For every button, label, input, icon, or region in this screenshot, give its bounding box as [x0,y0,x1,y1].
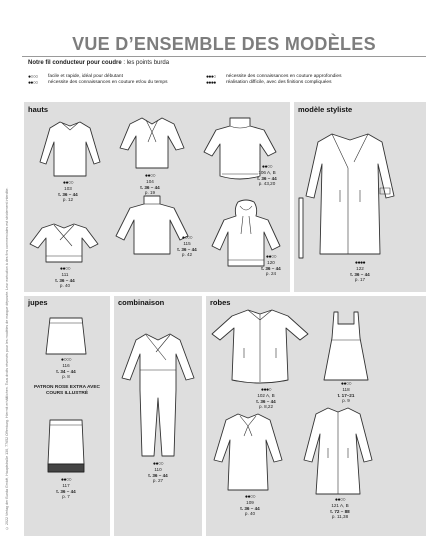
guide-title-bold: Notre fil conducteur pour coudre [28,60,122,66]
page-ref: p. 40 [59,283,71,289]
page-ref: p. 40 [244,511,256,517]
page-ref: p. 24 [265,271,277,277]
section-label-jupes: jupes [28,298,48,307]
page-ref: p. 7 [62,494,70,500]
model-number: 103 [64,186,72,192]
size-range: t. 36 – 44 [350,271,370,277]
page-ref: p. 11,38 [331,514,349,520]
page-ref: p. 43,20 [258,181,276,187]
model-number: 122 [356,266,364,272]
difficulty-dots: ●●○○ [340,381,352,387]
difficulty-dots: ●●●● [206,80,216,87]
model-number: 104 [146,179,154,185]
page-ref: p. 8,22 [258,404,274,410]
garment-103-sweater [38,118,102,180]
legend-row [28,80,167,86]
garment-110-jumpsuit [118,330,198,460]
difficulty-dots: ●●○○ [334,497,346,503]
guide-title [28,60,169,66]
section-label-combinaison: combinaison [118,298,165,307]
size-range: t. 17–21 [337,392,355,398]
difficulty-dots: ●●○○ [62,180,74,186]
item-118 [328,382,364,404]
model-number: 102 A, B [257,393,275,399]
section-label-hauts: hauts [28,105,49,114]
difficulty-legend-right [206,74,341,87]
page-ref: p. 19 [144,190,156,196]
difficulty-dots: ●●○○ [144,173,156,179]
legend-text: nécessite des connaissances en couture et/ou du temps [48,80,168,86]
page-title: VUE D’ENSEMBLE DES MODÈLES [72,34,376,54]
size-range: t. 36 – 44 [55,277,75,283]
difficulty-dots: ●○○○ [181,235,193,241]
model-number: 109 [246,500,254,506]
size-range: t. 36 – 44 [256,398,276,404]
difficulty-dots: ●●●○ [206,74,216,80]
garment-109-dress [212,410,284,494]
model-number: 121 A, B [331,503,349,509]
page-ref: p. 8 [62,374,70,380]
difficulty-dots: ●●○○ [261,164,273,170]
difficulty-legend-left [28,74,167,87]
difficulty-dots: ●○○○ [28,74,38,80]
difficulty-dots: ●●○○ [244,494,256,500]
size-range: t. 36 – 44 [58,191,78,197]
item-117 [44,478,88,500]
size-range: t. 36 – 44 [240,505,260,511]
difficulty-dots: ●○○○ [60,357,72,363]
item-121 [320,498,360,520]
difficulty-dots: ●●●● [354,260,366,266]
legend-text: nécessite des connaissances en couture approfondies [226,74,342,79]
garment-121-long-dress [300,404,376,498]
model-number: 115 [183,241,191,247]
note-pattern-course: PATRON ROSE EXTRA AVEC COURS ILLUSTRÉ [33,385,100,396]
item-116 [44,358,88,380]
title-rule [22,56,426,57]
model-number: 117 [62,483,70,489]
size-range: t. 36 – 44 [257,175,277,181]
item-109 [230,495,270,517]
page-ref: p. 12 [62,197,74,203]
difficulty-dots: ●●○○ [59,266,71,272]
section-label-styliste: modèle styliste [298,105,353,114]
legend-text: réalisation difficile, avec des finitions compliquées [226,80,332,86]
garment-117-skirt [44,418,88,476]
item-111 [44,267,86,289]
legend-text: facile et rapide, idéal pour débutant [48,74,123,79]
page-ref: p. 27 [152,478,164,484]
size-range: t. 36 – 44 [140,184,160,190]
item-110 [138,462,178,484]
difficulty-dots: ●●○○ [28,80,38,87]
size-range: t. 72 – 88 [330,508,350,514]
garment-116-skirt [44,316,88,356]
model-number: 116 [62,363,70,369]
item-104 [128,174,172,196]
copyright-side-note: © 2022 Verlag der Burda GmbH, Hauptstraße 130, 77652 Offenburg. Hiermit erhältlichen. Tous droits réservés pour les modèles de marque déposée. Leur exécution à des fins commerciales est strictement interdite. [5,187,9,530]
section-label-robes: robes [210,298,231,307]
size-range: t. 36 – 44 [177,246,197,252]
item-102 [244,388,288,410]
model-number: 106 A, B [258,170,276,176]
item-106 [244,165,290,187]
garment-104-blouse [118,114,186,172]
size-range: t. 34 – 44 [56,368,76,374]
size-range: t. 36 – 44 [56,488,76,494]
page-ref: p. 42 [181,252,193,258]
item-103 [46,181,90,203]
model-number: 111 [61,272,69,278]
model-number: 110 [154,467,162,473]
garment-122-coat [302,130,398,258]
item-115 [172,236,202,258]
model-number: 120 [267,260,275,266]
model-number: 118 [342,387,350,393]
difficulty-dots: ●●○○ [60,477,72,483]
item-120 [256,255,286,277]
page-ref: p. 9 [342,398,350,404]
legend-row [206,80,341,86]
item-122 [340,261,380,283]
difficulty-dots: ●●●○ [260,387,272,393]
size-range: t. 36 – 44 [148,472,168,478]
difficulty-dots: ●●○○ [265,254,277,260]
page-ref: p. 17 [354,277,366,283]
guide-title-sub: : les points burda [121,60,170,66]
size-range: t. 36 – 44 [261,265,281,271]
belt-icon [296,196,306,260]
garment-111-wrap-top [28,222,100,266]
garment-118-pinafore-dress [322,310,370,382]
garment-102-shirt-dress [208,306,312,386]
difficulty-dots: ●●○○ [152,461,164,467]
